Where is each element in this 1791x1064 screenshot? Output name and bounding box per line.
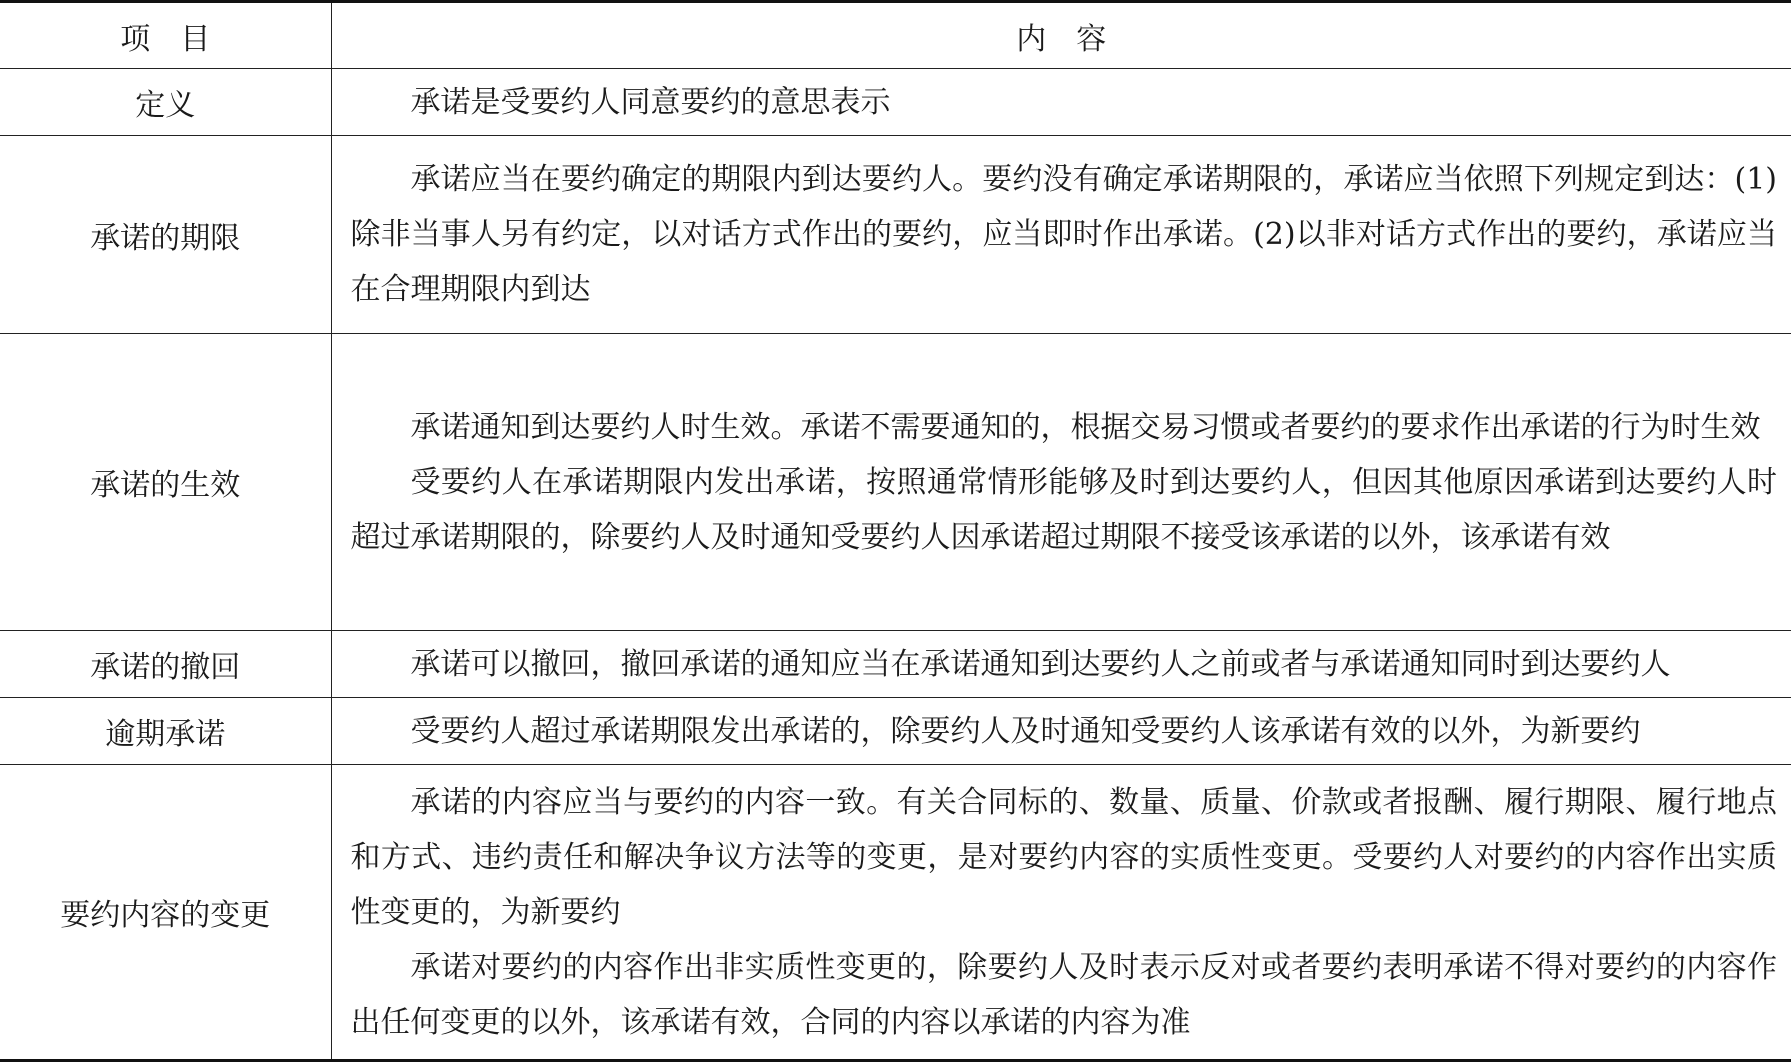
item-cell: 定义	[0, 69, 331, 136]
header-item-label: 项 目	[120, 21, 211, 57]
content-cell	[331, 136, 1791, 334]
item-cell: 承诺的撤回	[0, 631, 331, 698]
content-paragraph: 承诺对要约的内容作出非实质性变更的，除要约人及时表示反对或者要约表明承诺不得对要约的内容作出任何变更的以外，该承诺有效，合同的内容以承诺的内容为准	[350, 949, 1777, 1040]
content-paragraph: 承诺可以撤回，撤回承诺的通知应当在承诺通知到达要约人之前或者与承诺通知同时到达要约人	[410, 646, 1671, 682]
table-row-acceptance-term	[0, 136, 1791, 334]
table-row-acceptance-withdrawal	[0, 631, 1791, 698]
content-paragraph: 承诺的内容应当与要约的内容一致。有关合同标的、数量、质量、价款或者报酬、履行期限、履行地点和方式、违约责任和解决争议方法等的变更，是对要约内容的实质性变更。受要约人对要约的内容作出实质性变更的，为新要约	[350, 784, 1777, 930]
table-header-row	[0, 2, 1791, 69]
table-row-acceptance-effect	[0, 334, 1791, 631]
item-cell: 逾期承诺	[0, 698, 331, 765]
content-cell	[331, 69, 1791, 136]
table-row-definition	[0, 69, 1791, 136]
content-paragraph: 承诺通知到达要约人时生效。承诺不需要通知的，根据交易习惯或者要约的要求作出承诺的行为时生效	[410, 409, 1761, 445]
content-cell	[331, 334, 1791, 631]
item-cell: 承诺的生效	[0, 334, 331, 631]
item-cell: 要约内容的变更	[0, 765, 331, 1061]
header-content	[331, 2, 1791, 69]
header-item	[0, 2, 331, 69]
table-row-late-acceptance	[0, 698, 1791, 765]
content-cell	[331, 698, 1791, 765]
content-paragraph: 受要约人超过承诺期限发出承诺的，除要约人及时通知受要约人该承诺有效的以外，为新要约	[410, 713, 1641, 749]
content-paragraph: 承诺应当在要约确定的期限内到达要约人。要约没有确定承诺期限的，承诺应当依照下列规定到达：(1)除非当事人另有约定，以对话方式作出的要约，应当即时作出承诺。(2)以非对话方式作出的要约，承诺应当在合理期限内到达	[350, 162, 1777, 307]
content-cell	[331, 631, 1791, 698]
table-row-offer-modification	[0, 765, 1791, 1061]
item-cell: 承诺的期限	[0, 136, 331, 334]
content-paragraph: 承诺是受要约人同意要约的意思表示	[410, 84, 891, 120]
header-content-label: 内 容	[1016, 21, 1107, 57]
content-paragraph: 受要约人在承诺期限内发出承诺，按照通常情形能够及时到达要约人，但因其他原因承诺到达要约人时超过承诺期限的，除要约人及时通知受要约人因承诺超过期限不接受该承诺的以外，该承诺有效	[350, 464, 1777, 555]
content-cell	[331, 765, 1791, 1061]
